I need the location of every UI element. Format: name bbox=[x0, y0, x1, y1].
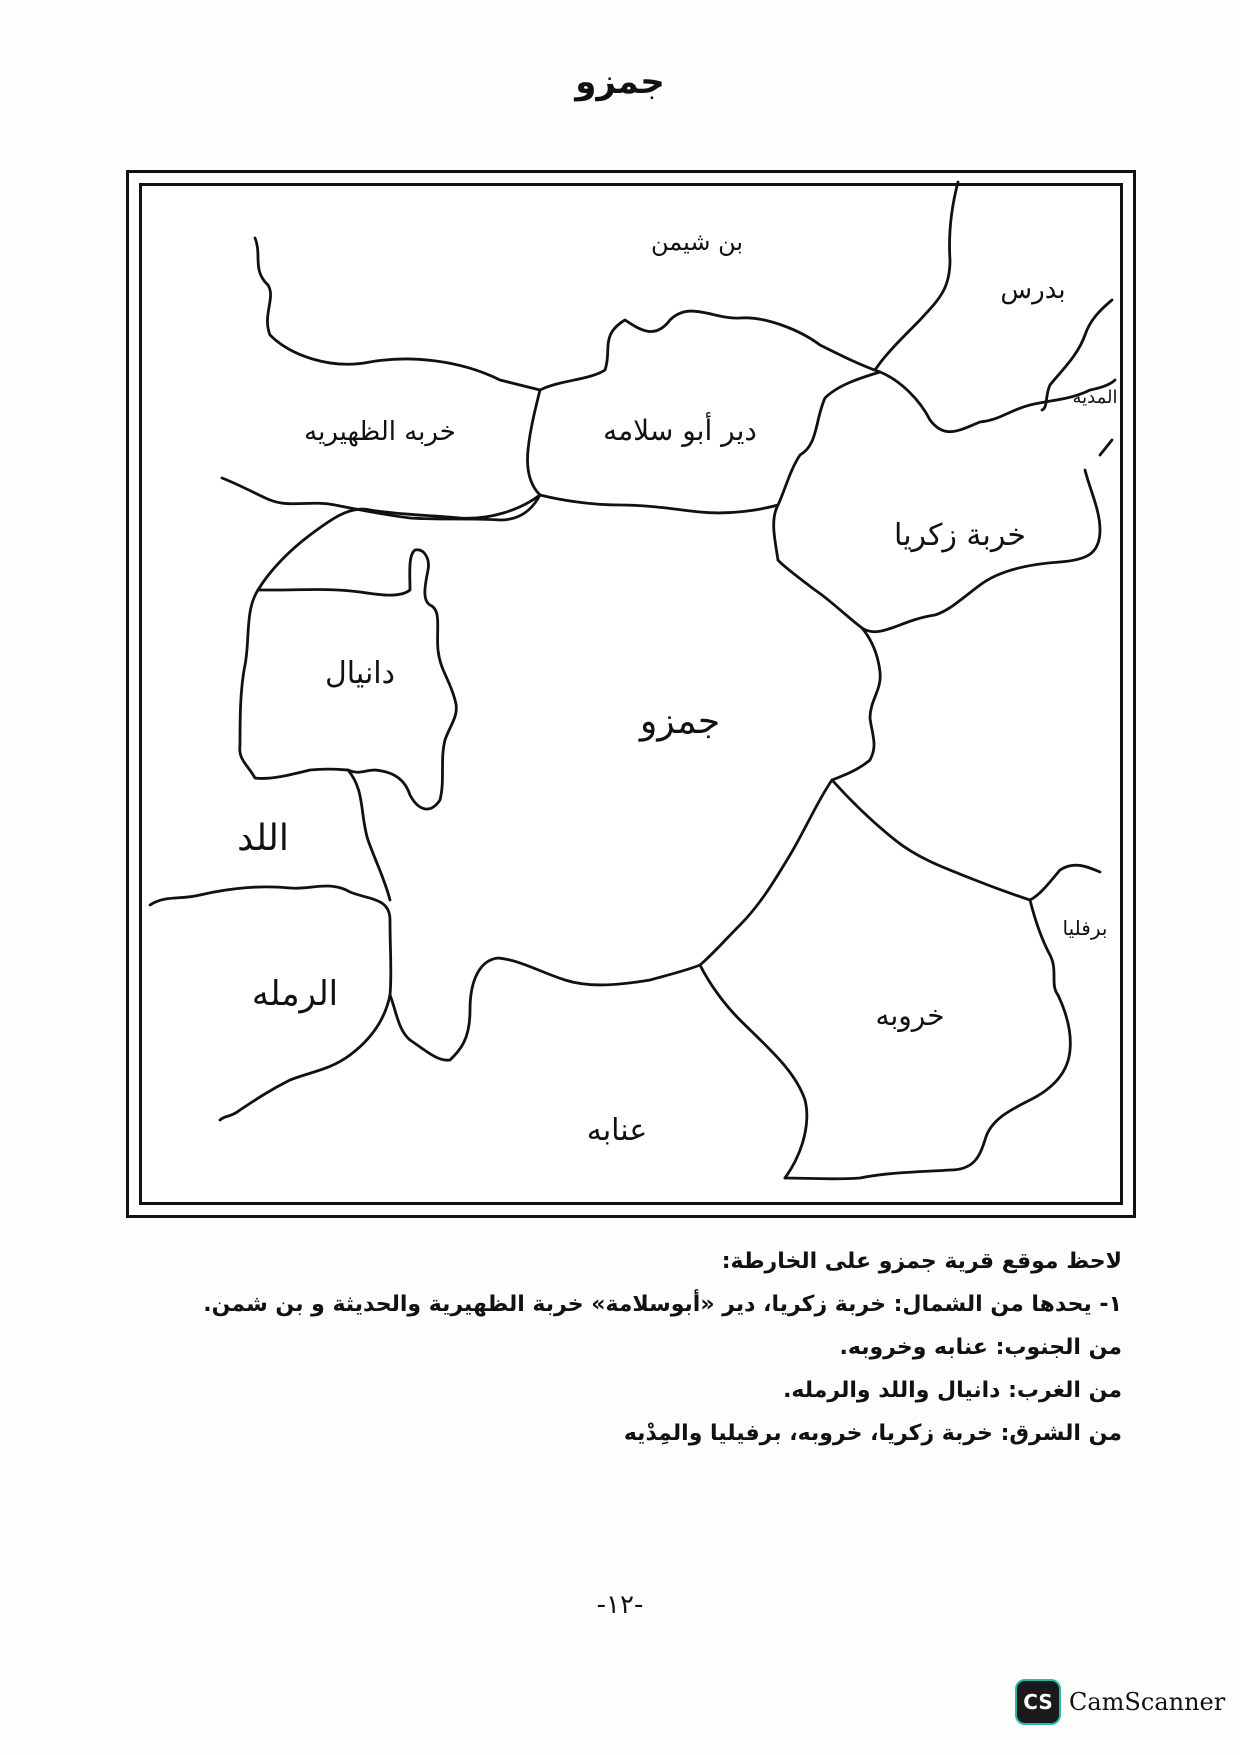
label-al-ramla: الرمله bbox=[251, 974, 339, 1014]
label-al-lid: اللد bbox=[237, 818, 289, 859]
boundary-deir-abu-salama-south bbox=[528, 390, 779, 513]
page-number: -١٢- bbox=[596, 1590, 644, 1620]
label-khirbat-al-zuhayriya: خربه الظهيريه bbox=[304, 417, 456, 447]
boundary-innaba-north bbox=[390, 958, 700, 1060]
boundary-al-lid-east bbox=[348, 770, 390, 900]
label-bin-shaiman: بن شيمن bbox=[650, 228, 744, 256]
label-deir-abu-salama: دير أبو سلامه bbox=[603, 414, 757, 447]
camscanner-logo-icon: CS bbox=[1015, 1679, 1061, 1725]
caption-south: من الجنوب: عنابه وخروبه. bbox=[839, 1335, 1122, 1360]
label-badras: بدرس bbox=[1000, 275, 1066, 305]
boundary-khirbat-zakariya-north bbox=[774, 372, 880, 560]
boundary-bin-shaiman-west bbox=[255, 238, 540, 390]
map-labels bbox=[237, 228, 1117, 1148]
caption-north: ١- يحدها من الشمال: خربة زكريا، دير «أبوسلامة» خربة الظهيرية والحديثة و بن شمن. bbox=[203, 1292, 1122, 1317]
boundary-barfiliya-west bbox=[1030, 900, 1058, 995]
page-title: جمزو bbox=[575, 62, 665, 102]
label-al-midya: المديه bbox=[1072, 387, 1118, 408]
camscanner-brand-text: CamScanner bbox=[1069, 1688, 1226, 1716]
caption-west: من الغرب: دانيال واللد والرمله. bbox=[783, 1378, 1122, 1403]
label-kharruba: خروبه bbox=[875, 999, 945, 1032]
label-barfiliya: برفليا bbox=[1062, 916, 1108, 940]
caption-intro: لاحظ موقع قرية جمزو على الخارطة: bbox=[721, 1249, 1122, 1274]
boundary-deir-abu-salama-north bbox=[540, 311, 880, 390]
label-innaba: عنابه bbox=[586, 1113, 648, 1148]
boundary-jimzu-east bbox=[832, 628, 880, 780]
label-danyal: دانيال bbox=[324, 656, 396, 691]
label-khirbat-zakariya: خربة زكريا bbox=[894, 518, 1026, 553]
boundary-badras-west bbox=[875, 182, 958, 370]
label-jimzu: جمزو bbox=[639, 701, 721, 742]
boundary-zuhayriya-danyal bbox=[258, 495, 540, 590]
boundary-kharruba-north bbox=[832, 780, 1100, 900]
caption-east: من الشرق: خربة زكريا، خروبه، برفيليا والمِدْيه bbox=[623, 1421, 1122, 1446]
boundary-zuhayriya-south bbox=[222, 478, 540, 520]
map-caption bbox=[122, 1240, 1122, 1455]
boundary-al-midya bbox=[1100, 440, 1112, 455]
camscanner-watermark bbox=[1015, 1676, 1225, 1728]
boundary-kharruba-west bbox=[700, 780, 832, 1178]
